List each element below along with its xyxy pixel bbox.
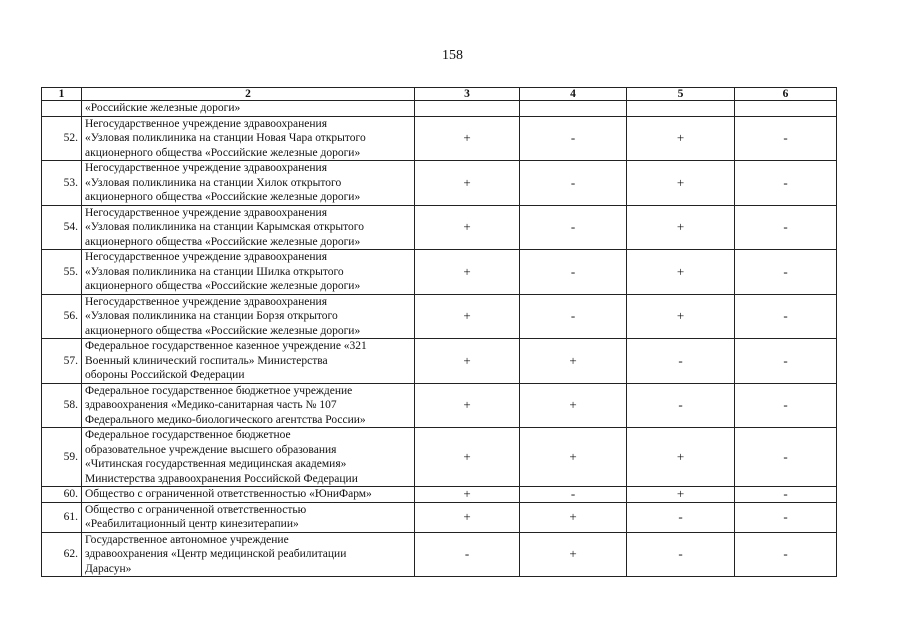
mark-cell-c6: -	[735, 339, 837, 384]
organization-name-line: акционерного общества «Российские железные дороги»	[85, 324, 361, 337]
row-number: 61.	[42, 502, 82, 532]
mark-cell-c3: +	[415, 502, 520, 532]
mark-cell-c4: +	[520, 428, 627, 487]
organization-name-line: здравоохранения «Центр медицинской реабилитации	[85, 548, 347, 560]
organization-name-line: Негосударственное учреждение здравоохранения	[85, 295, 327, 308]
mark-cell-c5: +	[627, 205, 735, 250]
organization-name-line: акционерного общества «Российские железные дороги»	[85, 235, 361, 248]
page-number: 158	[442, 48, 463, 63]
mark-cell-c4: +	[520, 339, 627, 384]
organization-name-line: Негосударственное учреждение здравоохранения	[85, 162, 327, 174]
mark-cell-c6: -	[735, 383, 837, 428]
organization-name-line: «Узловая поликлиника на станции Карымская открытого	[85, 221, 364, 233]
row-number: 57.	[42, 339, 82, 384]
organization-name	[82, 116, 415, 161]
organization-name	[82, 428, 415, 487]
mark-cell-c6: -	[735, 161, 837, 206]
row-number: 56.	[42, 294, 82, 339]
organization-name-line: Федеральное государственное бюджетное учреждение	[85, 384, 353, 397]
table-row	[42, 161, 837, 206]
organization-name-line: акционерного общества «Российские железные дороги»	[85, 280, 361, 292]
row-number: 55.	[42, 250, 82, 295]
mark-cell-c4: -	[520, 487, 627, 503]
organization-name-line: «Узловая поликлиника на станции Шилка открытого	[85, 265, 344, 278]
row-number: 58.	[42, 383, 82, 428]
mark-cell-c6: -	[735, 502, 837, 532]
continuation-text: «Российские железные дороги»	[82, 101, 415, 117]
mark-cell-c6: -	[735, 532, 837, 577]
organization-name-line: Негосударственное учреждение здравоохранения	[85, 117, 327, 130]
mark-cell-c5: -	[627, 502, 735, 532]
empty-cell	[627, 101, 735, 117]
mark-cell-c3: +	[415, 487, 520, 503]
mark-cell-c3: +	[415, 428, 520, 487]
empty-cell	[735, 101, 837, 117]
organization-name-line: «Реабилитационный центр кинезитерапии»	[85, 518, 299, 530]
table-row	[42, 428, 837, 487]
mark-cell-c6: -	[735, 294, 837, 339]
mark-cell-c4: -	[520, 250, 627, 295]
mark-cell-c5: +	[627, 487, 735, 503]
organization-name-line: Государственное автономное учреждение	[85, 533, 289, 546]
mark-cell-c3: +	[415, 383, 520, 428]
organization-name	[82, 161, 415, 206]
organization-name-line: обороны Российской Федерации	[85, 369, 245, 381]
row-number: 54.	[42, 205, 82, 250]
mark-cell-c3: +	[415, 250, 520, 295]
organization-name-line: «Читинская государственная медицинская академия»	[85, 458, 347, 470]
header-cell: 1	[42, 88, 82, 101]
mark-cell-c4: -	[520, 161, 627, 206]
table-header-row	[42, 88, 837, 101]
mark-cell-c5: +	[627, 294, 735, 339]
organization-name-line: Негосударственное учреждение здравоохранения	[85, 251, 327, 263]
table-row	[42, 116, 837, 161]
organization-name	[82, 339, 415, 384]
organization-name-line: «Узловая поликлиника на станции Хилок открытого	[85, 176, 342, 189]
mark-cell-c5: +	[627, 250, 735, 295]
table-row	[42, 294, 837, 339]
mark-cell-c3: -	[415, 532, 520, 577]
mark-cell-c6: -	[735, 116, 837, 161]
mark-cell-c4: -	[520, 205, 627, 250]
table-row	[42, 339, 837, 384]
organization-name-line: здравоохранения «Медико-санитарная часть № 107	[85, 399, 337, 411]
organization-name	[82, 250, 415, 295]
mark-cell-c6: -	[735, 487, 837, 503]
table-row	[42, 250, 837, 295]
table-row	[42, 532, 837, 577]
organization-name-line: «Узловая поликлиника на станции Борзя открытого	[85, 310, 338, 322]
mark-cell-c6: -	[735, 428, 837, 487]
organization-name	[82, 502, 415, 532]
mark-cell-c3: +	[415, 339, 520, 384]
organization-name-line: Федеральное государственное казенное учреждение «321	[85, 340, 367, 352]
row-number: 62.	[42, 532, 82, 577]
row-number: 59.	[42, 428, 82, 487]
header-cell: 2	[82, 88, 415, 101]
organization-name-line: «Узловая поликлиника на станции Новая Чара открытого	[85, 132, 366, 144]
organization-name-line: Федеральное государственное бюджетное	[85, 429, 291, 441]
facilities-table	[41, 87, 837, 577]
row-number: 52.	[42, 116, 82, 161]
header-cell: 5	[627, 88, 735, 101]
table-row	[42, 205, 837, 250]
organization-name-line: Общество с ограниченной ответственностью «ЮниФарм»	[85, 488, 372, 500]
empty-cell	[520, 101, 627, 117]
mark-cell-c4: +	[520, 383, 627, 428]
organization-name	[82, 532, 415, 577]
organization-name	[82, 205, 415, 250]
mark-cell-c5: +	[627, 116, 735, 161]
organization-name-line: образовательное учреждение высшего образования	[85, 443, 337, 456]
mark-cell-c3: +	[415, 116, 520, 161]
organization-name	[82, 294, 415, 339]
organization-name	[82, 383, 415, 428]
mark-cell-c4: +	[520, 532, 627, 577]
mark-cell-c4: +	[520, 502, 627, 532]
table-row	[42, 502, 837, 532]
header-cell: 3	[415, 88, 520, 101]
header-cell: 4	[520, 88, 627, 101]
mark-cell-c6: -	[735, 205, 837, 250]
continuation-num-cell	[42, 101, 82, 117]
organization-name-line: акционерного общества «Российские железные дороги»	[85, 191, 361, 203]
mark-cell-c5: -	[627, 383, 735, 428]
continuation-row	[42, 101, 837, 117]
organization-name-line: Общество с ограниченной ответственностью	[85, 503, 307, 516]
empty-cell	[415, 101, 520, 117]
organization-name-line: Дарасун»	[85, 562, 132, 575]
organization-name-line: акционерного общества «Российские железные дороги»	[85, 146, 361, 159]
mark-cell-c5: +	[627, 161, 735, 206]
row-number: 60.	[42, 487, 82, 503]
row-number: 53.	[42, 161, 82, 206]
table-row	[42, 487, 837, 503]
mark-cell-c5: -	[627, 339, 735, 384]
table-row	[42, 383, 837, 428]
mark-cell-c4: -	[520, 116, 627, 161]
mark-cell-c3: +	[415, 205, 520, 250]
organization-name-line: Военный клинический госпиталь» Министерства	[85, 354, 328, 367]
mark-cell-c5: -	[627, 532, 735, 577]
mark-cell-c6: -	[735, 250, 837, 295]
organization-name-line: Министерства здравоохранения Российской Федерации	[85, 472, 358, 485]
mark-cell-c5: +	[627, 428, 735, 487]
mark-cell-c4: -	[520, 294, 627, 339]
mark-cell-c3: +	[415, 161, 520, 206]
mark-cell-c3: +	[415, 294, 520, 339]
organization-name-line: Негосударственное учреждение здравоохранения	[85, 206, 327, 219]
organization-name-line: Федерального медико-биологического агентства России»	[85, 413, 366, 426]
header-cell: 6	[735, 88, 837, 101]
organization-name	[82, 487, 415, 503]
